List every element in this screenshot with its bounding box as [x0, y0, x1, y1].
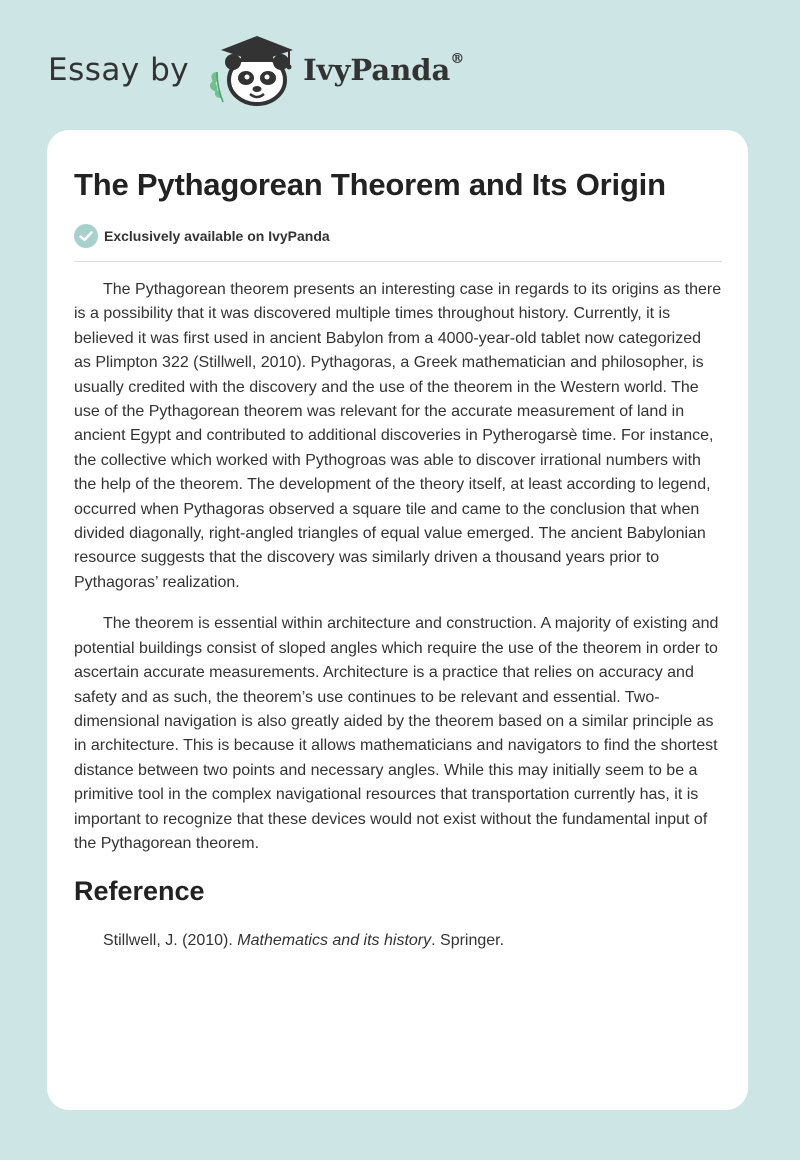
paragraph-2: The theorem is essential within architecture and construction. A majority of existing and potential buildings consist of sloped angles which require the use of the theorem in order to ascertain accurate measurements. Architecture is a practice that relies on accuracy and safety and as such, the theorem’s use continues to be relevant and essential. Two-dimensional navigation is also greatly aided by the theorem based on a similar principle as in architecture. This is because it allows mathematicians and navigators to find the shortest distance between two points and necessary angles. While this may initially seem to be a primitive tool in the complex navigational resources that transportation currently has, it is important to recognize that these devices would not exist without the fundamental input of the Pythagorean theorem. [74, 615, 719, 852]
check-circle-icon [74, 224, 98, 248]
reference-heading: Reference [74, 876, 205, 907]
reference-authors: Stillwell, J. (2010). [103, 932, 238, 950]
badge-text: Exclusively available on IvyPanda [104, 228, 330, 244]
panda-graduate-icon[interactable] [205, 32, 297, 108]
site-header [48, 30, 748, 110]
reference-entry [74, 929, 722, 953]
registered-mark: ® [450, 51, 465, 67]
divider [74, 261, 722, 262]
essay-by-label: Essay by [48, 52, 190, 88]
brand-name[interactable] [303, 53, 464, 87]
page-title: The Pythagorean Theorem and Its Origin [74, 167, 666, 202]
paragraph-1: The Pythagorean theorem presents an interesting case in regards to its origins as there is a possibility that it was discovered multiple times throughout history. Currently, it is believed it was first used in ancient Babylon from a 4000-year-old tablet now categorized as Plimpton 322 (Stillwell, 2010). Pythagoras, a Greek mathematician and philosopher, is usually credited with the discovery and the use of the theorem in the Western world. The use of the Pythagorean theorem was relevant for the accurate measurement of land in ancient Egypt and contributed to additional discoveries in Pytherogarsè time. For instance, the collective which worked with Pythogroas was able to discover irrational numbers with the help of the theorem. The development of the theory itself, at least according to legend, occurred when Pythagoras observed a square tile and came to the conclusion that when divided diagonally, right-angled triangles of equal value emerged. The ancient Babylonian resource suggests that the discovery was similarly driven a thousand years prior to Pythagoras’ realization. [74, 281, 722, 591]
brand-text: IvyPanda [303, 53, 451, 87]
reference-work-title: Mathematics and its history [237, 932, 432, 950]
exclusive-badge [74, 224, 722, 248]
article-card [47, 130, 748, 1110]
reference-publisher: . Springer. [431, 932, 505, 950]
